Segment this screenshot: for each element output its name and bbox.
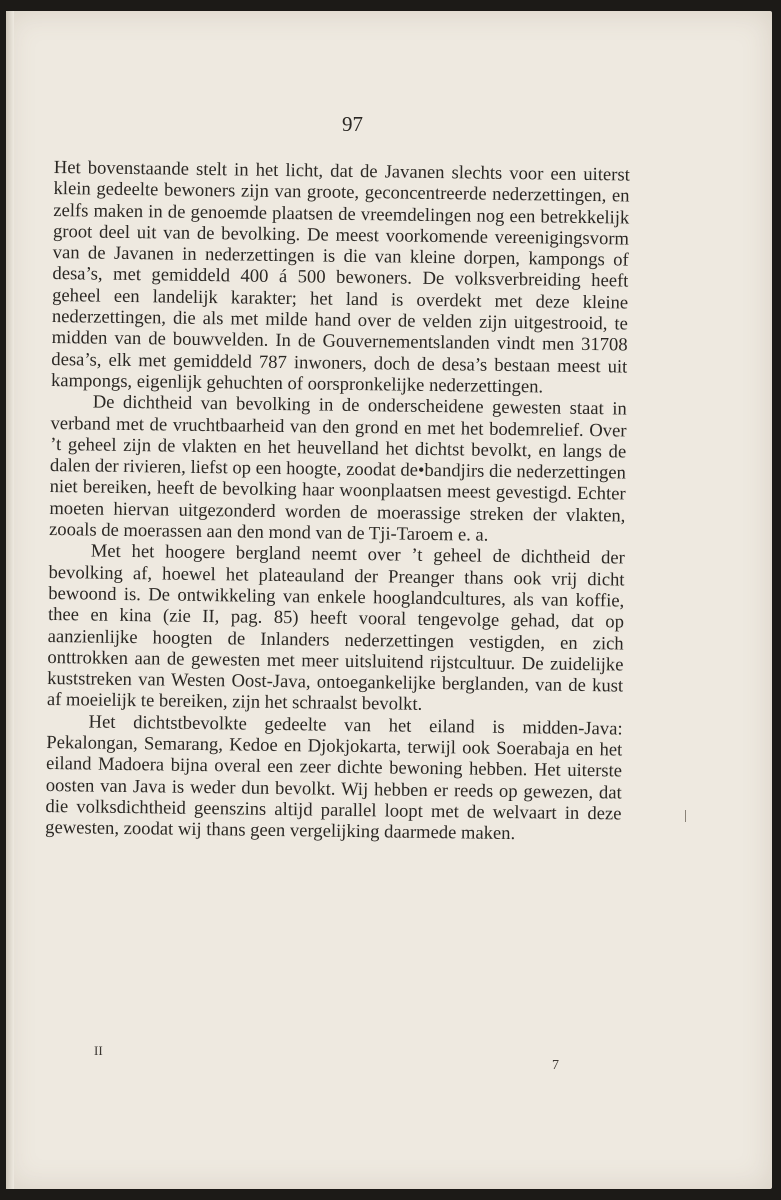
volume-signature: II (94, 1043, 103, 1058)
paragraph-3: Met het hoogere bergland neemt over ’t geheel de dichtheid der bevolking af, hoewel het plateauland der Preanger thans ook vrij dicht bewoond is. De ontwikkeling van enkele hooglandcultures, als van koffie, thee en kina (zie II, pag. 85) heeft vooral tengevolge gehad, dat op aanzienlijke hoogten de Inlanders nederzettingen vestigden, en zich onttrokken aan de gewesten met meer uitsluitend rijstcultuur. De zuidelijke kuststreken van Westen Oost-Java, ontoegankelijke berglanden, van de kust af moeielijk te bereiken, zijn het schraalst bevolkt. (46, 540, 625, 716)
page-gutter-shadow (6, 11, 14, 1189)
book-page (6, 11, 772, 1189)
paragraph-1: Het bovenstaande stelt in het licht, dat de Javanen slechts voor een uiterst klein gedeelte bewoners zijn van groote, geconcentreerde nederzettingen, en zelfs maken in de genoemde plaatsen de vreemdelingen nog een betrekkelijk groot deel uit van de bevolking. De meest voorkomende vereenigingsvorm van de Javanen in nederzettingen is die van kleine dorpen, kampongs of desa’s, met gemiddeld 400 á 500 bewoners. De volksverbreiding heeft geheel een landelijk karakter; het land is overdekt met deze kleine nederzettingen, die als met milde hand over de velden zijn uitgestrooid, te midden van de bouwvelden. In de Gouvernementslanden vindt men 31708 desa’s, elk met gemiddeld 787 inwoners, doch de desa’s bestaan meest uit kampongs, eigenlijk gehuchten of oorspronkelijke nederzettingen. (50, 157, 630, 398)
paragraph-4: Het dichtstbevolkte gedeelte van het eiland is midden-Java: Pekalongan, Semarang, Kedoe en Djokjokarta, terwijl ook Soerabaja en het eiland Madoera bijna overal een zeer dichte bewoning hebben. Het uiterste oosten van Java is weder dun bevolkt. Wij hebben er reeds op gewezen, dat die volksdichtheid geenszins altijd parallel loopt met de welvaart in deze gewesten, zoodat wij thans geen vergelijking daarmede maken. (45, 711, 623, 845)
gathering-signature: 7 (552, 1058, 559, 1073)
paragraph-2: De dichtheid van bevolking in de onderscheidene gewesten staat in verband met de vruchtbaarheid van den grond en met het bodemrelief. Over ’t geheel zijn de vlakten en het heuvelland het dichtst bevolkt, en langs de dalen der rivieren, liefst op een hoogte, zoodat de•bandjirs die nederzettingen niet bereiken, heeft de bevolking haar woonplaatsen meest gevestigd. Echter moeten hiervan uitgezonderd worden de moerassige streken der vlakten, zooals de moerassen aan den mond van de Tji-Taroem e. a. (48, 391, 627, 546)
body-text (45, 157, 630, 846)
margin-mark (685, 810, 686, 822)
page-number: 97 (342, 112, 363, 136)
